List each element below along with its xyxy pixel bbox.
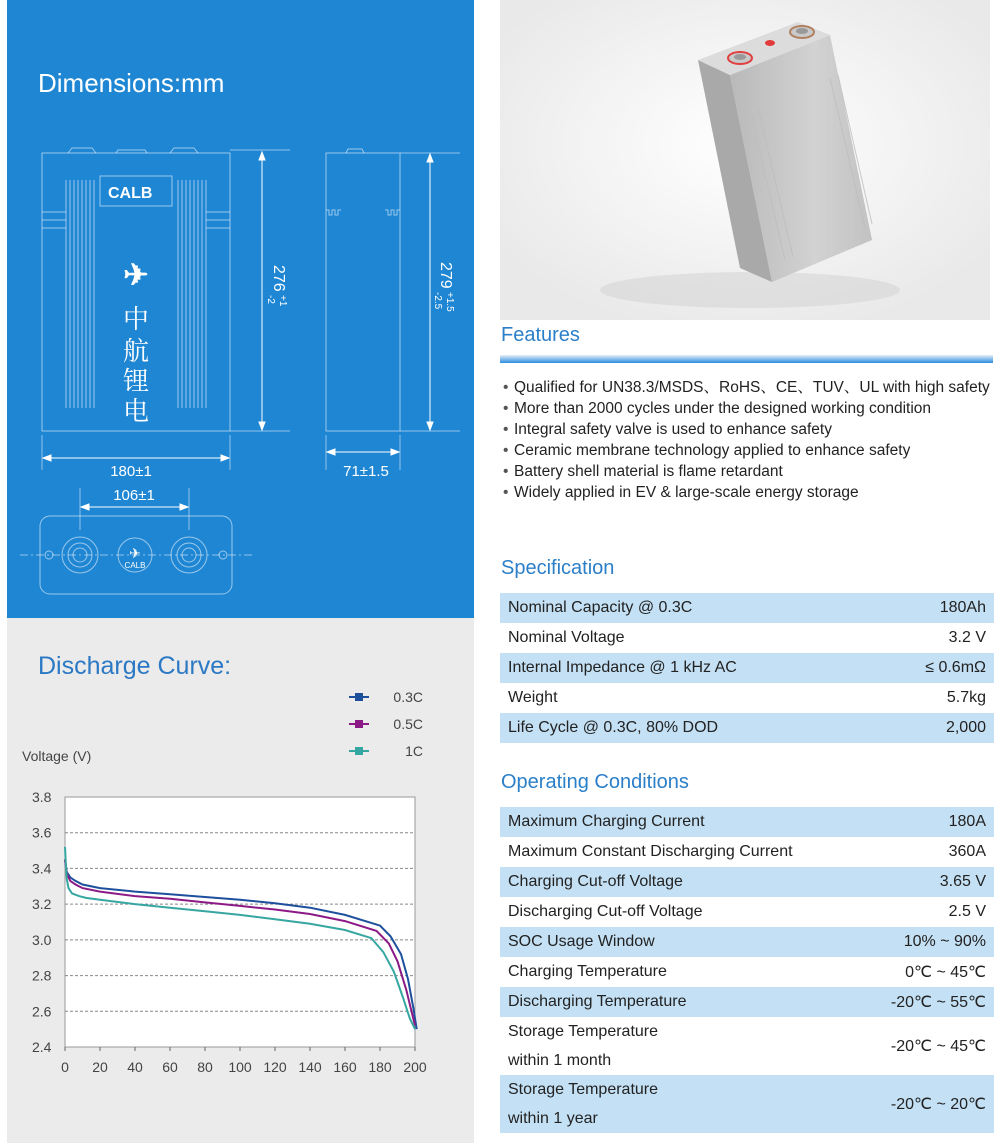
op-value: 360A [948, 843, 986, 860]
battery-photo [500, 0, 990, 320]
table-row [500, 897, 994, 927]
logo-icon: ✈ [123, 259, 149, 292]
x-tick-label: 180 [368, 1059, 392, 1075]
op-value: 10% ~ 90% [861, 927, 994, 957]
op-value: -20℃ ~ 55℃ [861, 987, 994, 1017]
op-label-line1: Storage Temperature [508, 1023, 659, 1040]
table-row [500, 927, 994, 957]
x-tick-label: 60 [162, 1059, 178, 1075]
feature-item: • Qualified for UN38.3/MSDS、RoHS、CE、TUV、UL with high safety [503, 377, 995, 398]
table-row [500, 1017, 994, 1075]
y-tick-label: 2.6 [32, 1003, 52, 1020]
op-label: Discharging Cut-off Voltage [508, 903, 703, 920]
y-tick-label: 2.4 [32, 1039, 52, 1055]
y-tick-label: 3.0 [32, 931, 52, 948]
chinese-char-3: 锂 [122, 366, 150, 396]
operating-title: Operating Conditions [501, 771, 689, 793]
side-view-body [326, 153, 400, 431]
feature-item: • Widely applied in EV & large-scale energy storage [503, 482, 995, 503]
op-label [500, 1075, 861, 1133]
y-tick-label: 2.8 [32, 967, 52, 984]
features-title: Features [501, 324, 580, 346]
dimensions-drawing [7, 0, 474, 618]
chinese-char-1: 中 [122, 304, 150, 334]
features-list [503, 377, 995, 503]
x-tick-label: 160 [333, 1059, 357, 1075]
table-row [500, 987, 994, 1017]
spec-label: Weight [508, 689, 558, 706]
op-value: 3.65 V [861, 867, 994, 897]
table-row [500, 807, 994, 837]
y-tick-label: 3.2 [32, 896, 52, 913]
height-front-tol-minus: -2 [265, 295, 276, 304]
spec-value: 2,000 [876, 713, 994, 743]
op-value: -20℃ ~ 20℃ [861, 1075, 994, 1133]
specification-table [500, 593, 994, 743]
feature-item: • More than 2000 cycles under the designed working condition [503, 398, 995, 419]
feature-item: • Battery shell material is flame retardant [503, 461, 995, 482]
op-label-line2: within 1 month [508, 1052, 612, 1069]
front-view-terminals [68, 148, 198, 153]
features-divider [500, 355, 993, 363]
op-value: 180A [861, 807, 994, 837]
x-tick-label: 20 [92, 1059, 108, 1075]
discharge-chart [0, 680, 474, 1143]
discharge-title: Discharge Curve: [38, 652, 232, 680]
spec-label: Internal Impedance @ 1 kHz AC [500, 653, 876, 683]
op-label: Maximum Charging Current [500, 807, 861, 837]
x-tick-label: 80 [197, 1059, 213, 1075]
op-value: -20℃ ~ 45℃ [890, 1037, 986, 1055]
height-front-tol-plus: +1 [277, 295, 288, 307]
legend-marker [355, 747, 363, 755]
op-label: Maximum Constant Discharging Current [508, 843, 793, 860]
operating-table [500, 807, 994, 1133]
terminal-spacing-label: 106±1 [113, 487, 155, 504]
specification-title: Specification [501, 557, 615, 579]
depth-label: 71±1.5 [343, 463, 389, 480]
x-tick-label: 200 [403, 1059, 427, 1075]
dimensions-title: Dimensions:mm [38, 68, 225, 98]
safety-valve-icon [765, 40, 775, 46]
spec-value: 3.2 V [948, 629, 986, 646]
spec-label: Nominal Voltage [508, 629, 625, 646]
front-brand-label: CALB [108, 185, 153, 202]
x-tick-label: 40 [127, 1059, 143, 1075]
y-tick-label: 3.6 [32, 824, 52, 841]
feature-item: • Integral safety valve is used to enhance safety [503, 419, 995, 440]
table-row [500, 1075, 994, 1133]
table-row [500, 623, 994, 653]
x-tick-label: 0 [61, 1059, 69, 1075]
feature-item: • Ceramic membrane technology applied to enhance safety [503, 440, 995, 461]
spec-value: 5.7kg [946, 689, 986, 706]
legend-marker [355, 693, 363, 701]
height-front-label: 276 [270, 265, 287, 292]
table-row [500, 867, 994, 897]
table-row [500, 683, 994, 713]
spec-label: Life Cycle @ 0.3C, 80% DOD [500, 713, 876, 743]
height-side-tol-plus: +1.5 [444, 292, 455, 312]
x-tick-label: 120 [263, 1059, 287, 1075]
table-row [500, 837, 994, 867]
op-label: Charging Temperature [508, 963, 667, 980]
legend-label: 0.3C [393, 689, 423, 705]
op-label [500, 1017, 861, 1075]
y-tick-label: 3.4 [32, 860, 52, 877]
chinese-char-4: 电 [122, 396, 150, 426]
side-view-notches [326, 210, 400, 215]
op-label: SOC Usage Window [500, 927, 861, 957]
table-row [500, 713, 994, 743]
op-value: 2.5 V [948, 903, 986, 920]
op-value: 0℃ ~ 45℃ [905, 964, 986, 981]
height-side-label: 279 [437, 262, 454, 289]
y-tick-label: 3.8 [32, 789, 52, 805]
spec-value: ≤ 0.6mΩ [876, 653, 994, 683]
table-row [500, 957, 994, 987]
x-tick-label: 100 [228, 1059, 252, 1075]
chinese-char-2: 航 [122, 336, 150, 366]
legend-label: 0.5C [393, 716, 423, 732]
x-tick-label: 140 [298, 1059, 322, 1075]
plot-area [65, 797, 415, 1047]
table-row [500, 593, 994, 623]
spec-label: Nominal Capacity @ 0.3C [500, 593, 876, 623]
spec-value: 180Ah [876, 593, 994, 623]
width-label: 180±1 [110, 463, 152, 480]
op-label: Charging Cut-off Voltage [500, 867, 861, 897]
op-label-line1: Storage Temperature [508, 1081, 659, 1098]
table-row [500, 653, 994, 683]
top-logo-label: CALB [124, 561, 146, 570]
top-logo-icon: ✈ [129, 545, 141, 561]
op-label-line2: within 1 year [508, 1110, 598, 1127]
height-side-tol-minus: -2.5 [432, 292, 443, 310]
y-axis-label: Voltage (V) [22, 748, 92, 764]
legend-marker [355, 720, 363, 728]
legend-label: 1C [405, 743, 423, 759]
op-label: Discharging Temperature [500, 987, 861, 1017]
